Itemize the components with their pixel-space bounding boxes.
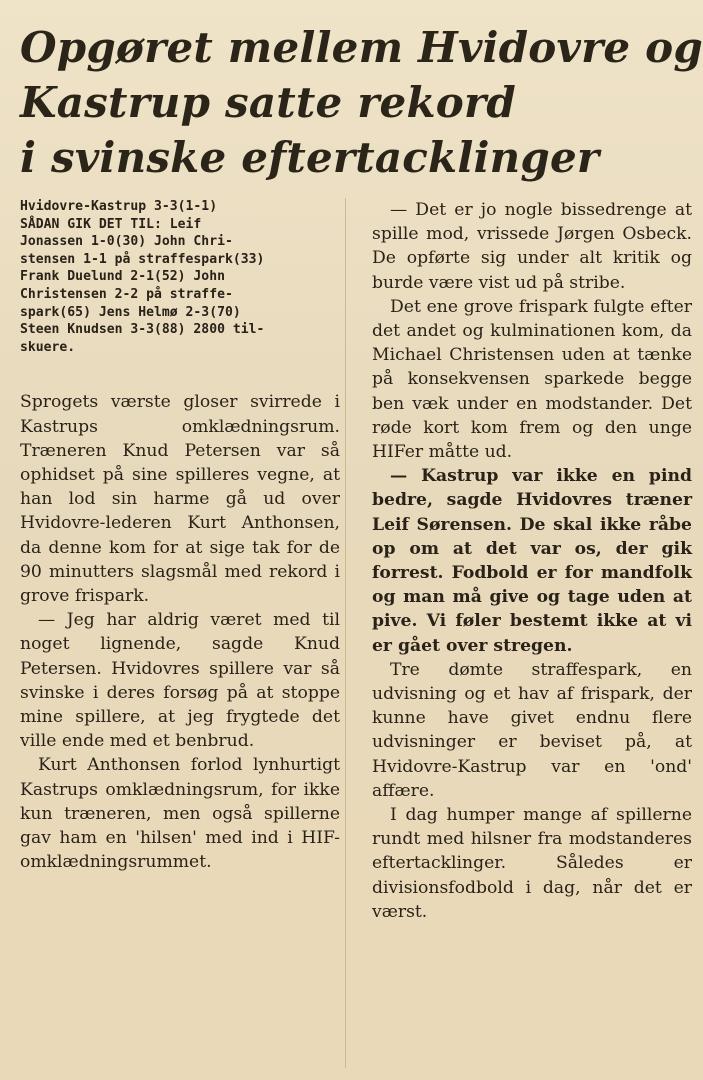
result-line: Jonassen 1-0(30) John Chri- [20, 234, 233, 250]
result-line: Steen Knudsen 3-3(88) 2800 til- [20, 322, 265, 338]
left-column [20, 198, 340, 874]
headline-line-1: Opgøret mellem Hvidovre og [20, 23, 703, 72]
article-paragraph: — Jeg har aldrig været med til noget lignende, sagde Knud Petersen. Hvidovres spillere var så svinske i deres forsøg på at stoppe mine spillere, at jeg frygtede det ville ende med et benbrud. [20, 610, 340, 752]
result-line: spark(65) Jens Helmø 2-3(70) [20, 304, 241, 320]
article-paragraph: I dag humper mange af spillerne rundt med hilsner fra modstanderes eftertacklinger. Således er divisionsfodbold i dag, når det er værst. [372, 805, 692, 922]
article-paragraph: Tre dømte straffespark, en udvisning og et hav af frispark, der kunne have givet endnu flere udvisninger er beviset på, at Hvidovre-Kastrup var en 'ond' affære. [372, 659, 692, 801]
result-line: skuere. [20, 339, 76, 355]
result-line: Hvidovre-Kastrup 3-3(1-1) [20, 199, 218, 214]
article-paragraph: Sprogets værste gloser svirrede i Kastrups omklædningsrum. Træneren Knud Petersen var så ophidset på sine spilleres vegne, at han lod sin harme gå ud over Hvidovre-lederen Kurt Anthonsen, da denne kom for at sige tak for de 90 minutters slagsmål med rekord i grove frispark. [20, 392, 340, 606]
headline-line-2: Kastrup satte rekord [20, 78, 516, 127]
article-paragraph: — Det er jo nogle bissedrenge at spille mod, vrissede Jørgen Osbeck. De opførte sig under alt kritik og burde være vist ud på stribe. [372, 200, 692, 293]
column-divider [345, 198, 346, 1068]
headline-line-3: i svinske eftertacklinger [20, 133, 600, 182]
result-line: Christensen 2-2 på straffe- [20, 286, 233, 302]
result-line: stensen 1-1 på straffespark(33) [20, 251, 265, 267]
headline [20, 20, 703, 185]
article-paragraph-bold-quote: — Kastrup var ikke en pind bedre, sagde Hvidovres træner Leif Sørensen. De skal ikke råbe op om at det var os, der gik forrest. Fodbold er for mandfolk og man må give og tage uden at pive. Vi føler bestemt ikke at vi er gået over stregen. [372, 466, 692, 656]
result-line: Frank Duelund 2-1(52) John [20, 269, 225, 285]
result-line: SÅDAN GIK DET TIL: Leif [20, 216, 202, 232]
match-result-box [20, 198, 340, 356]
right-column [372, 198, 692, 924]
article-paragraph: Det ene grove frispark fulgte efter det andet og kulminationen kom, da Michael Christensen uden at tænke på konsekvensen sparkede begge ben væk under en modstander. Det røde kort kom frem og den unge HIFer måtte ud. [372, 296, 692, 463]
article-paragraph: Kurt Anthonsen forlod lynhurtigt Kastrups omklædningsrum, for ikke kun træneren, men også spillerne gav ham en 'hilsen' med ind i HIF-omklædningsrummet. [20, 755, 340, 873]
